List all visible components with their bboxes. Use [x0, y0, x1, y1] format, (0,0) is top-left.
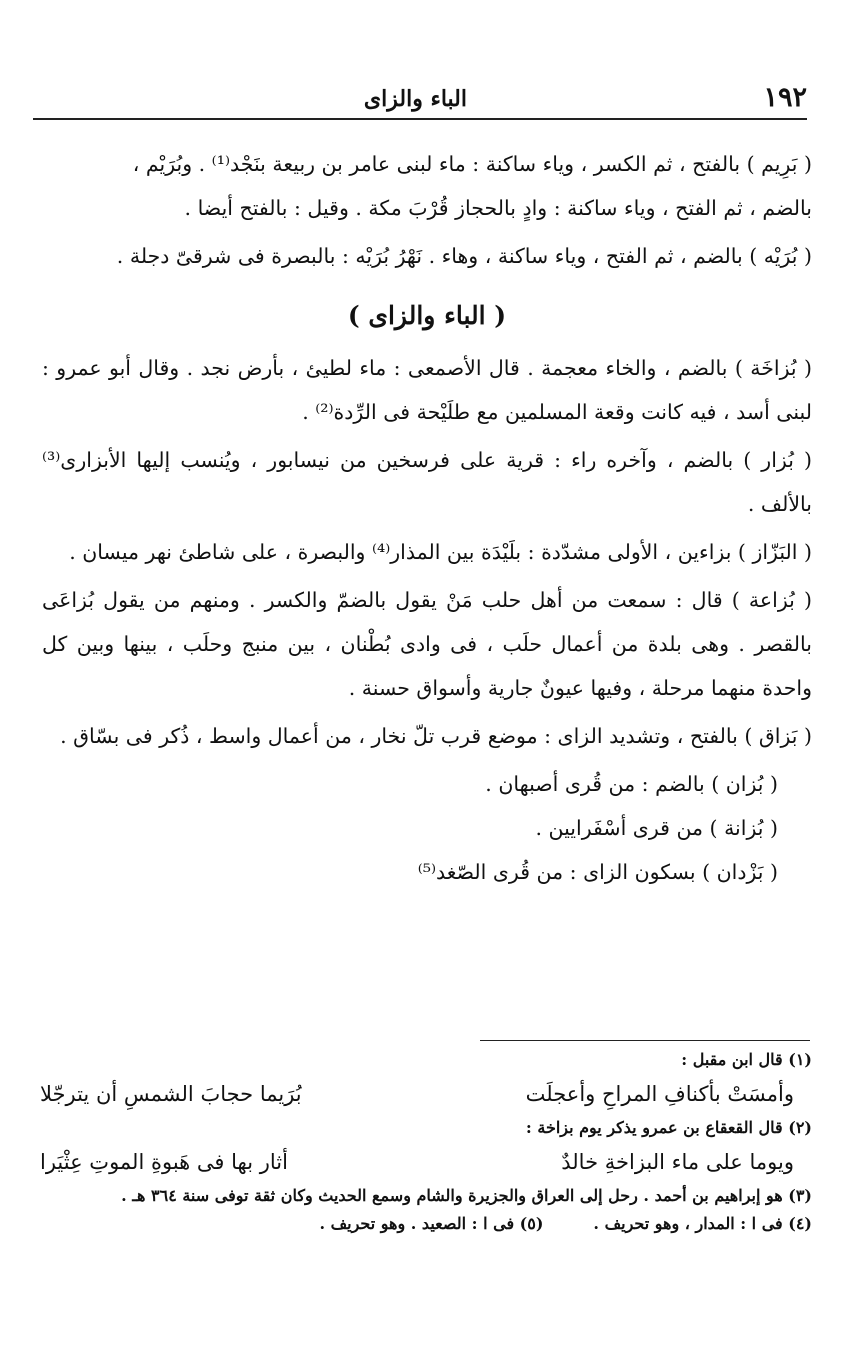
entry-buzar: ( بُزار ) بالضم ، وآخره راء : قرية على فرسخين من نيسابور ، ويُنسب إليها الأبزارى⁽³⁾ بالألف .: [42, 448, 812, 516]
running-title: الباء والزاى: [363, 86, 467, 112]
footnote-rule: [480, 1040, 810, 1041]
entry-bureyh: ( بُرَيْه ) بالضم ، ثم الفتح ، وياء ساكنة ، وهاء . نَهْرُ بُرَيْه : بالبصرة فى شرقىّ دجلة .: [116, 244, 812, 268]
entry-bazdan: ( بَزْدان ) بسكون الزاى : من قُرى الصّغد⁽⁵⁾: [417, 860, 778, 884]
header-rule: [33, 118, 807, 120]
entry-bureym: بالضم ، ثم الفتح ، وياء ساكنة : وادٍ بالحجاز قُرْبَ مكة . وقيل : بالفتح أيضا .: [184, 196, 812, 220]
entry-buzan: ( بُزان ) بالضم : من قُرى أصبهان .: [485, 772, 778, 796]
footnote-1-verse: [32, 1074, 812, 1114]
entry-buzakha: ( بُزاخَة ) بالضم ، والخاء معجمة . قال الأصمعى : ماء لطيئ ، بأرض نجد . وقال أبو عمرو : لبنى أسد ، فيه كانت وقعة المسلمين مع طلَيْحة فى الرِّدة⁽²⁾ .: [42, 356, 812, 424]
entry-buzana: ( بُزانة ) من قرى أسْفَرايين .: [535, 816, 778, 840]
entry-bareem: ( بَرِيم ) بالفتح ، ثم الكسر ، وياء ساكنة : ماء لبنى عامر بن ربيعة بنَجْد⁽¹⁾ . وبُرَيْم ،: [132, 152, 812, 176]
footnote-1-label: (١) قال ابن مقبل :: [681, 1050, 812, 1069]
verse-1-hemistich-left: بُرَيما حجابَ الشمسِ أن يترجّلا: [40, 1082, 302, 1106]
entry-bazzaz: ( البَزّاز ) بزاءين ، الأولى مشدّدة : بلَيْدَة بين المذار⁽⁴⁾ والبصرة ، على شاطئ نهر ميسان .: [69, 540, 812, 564]
main-text: [42, 138, 812, 894]
section-title: ( الباء والزاى ): [347, 301, 507, 330]
footnote-3: (٣) هو إبراهيم بن أحمد . رحل إلى العراق والجزيرة والشام وسمع الحديث وكان ثقة توفى سنة ٣٦٤ هـ .: [121, 1186, 812, 1205]
page-number: ١٩٢: [763, 82, 807, 113]
page-header: [33, 80, 807, 120]
footnote-4: (٤) فى ا : المدار ، وهو تحريف .: [593, 1214, 812, 1233]
footnote-2-label: (٢) قال القعقاع بن عمرو يذكر يوم بزاخة :: [525, 1118, 812, 1137]
verse-2-hemistich-right: ويوما على ماء البزاخةِ خالدٌ: [561, 1150, 794, 1174]
entry-buzaa: ( بُزاعة ) قال : سمعت من أهل حلب مَنْ يقول بالضمّ والكسر . ومنهم من يقول بُزاعَى بالقصر . وهى بلدة من أعمال حلَب ، فى وادى بُطْنان ، بين منبج وحلَب ، بينها وبين كل واحدة منهما مرحلة ، وفيها عيونٌ جارية وأسواق حسنة .: [42, 588, 812, 700]
verse-1-hemistich-right: وأمسَتْ بأكنافِ المراحِ وأعجلَت: [525, 1082, 794, 1106]
footnotes: [32, 1046, 812, 1238]
footnote-5: (٥) فى ا : الصعيد . وهو تحريف .: [319, 1214, 544, 1233]
entry-bazzaq: ( بَزاق ) بالفتح ، وتشديد الزاى : موضع قرب تلّ نخار ، من أعمال واسط ، ذُكر فى بسّاق .: [60, 724, 812, 748]
footnote-4-5: [32, 1210, 812, 1238]
verse-2-hemistich-left: أثار بها فى هَبوةِ الموتِ عِثْيَرا: [40, 1150, 288, 1174]
footnote-2-verse: [32, 1142, 812, 1182]
